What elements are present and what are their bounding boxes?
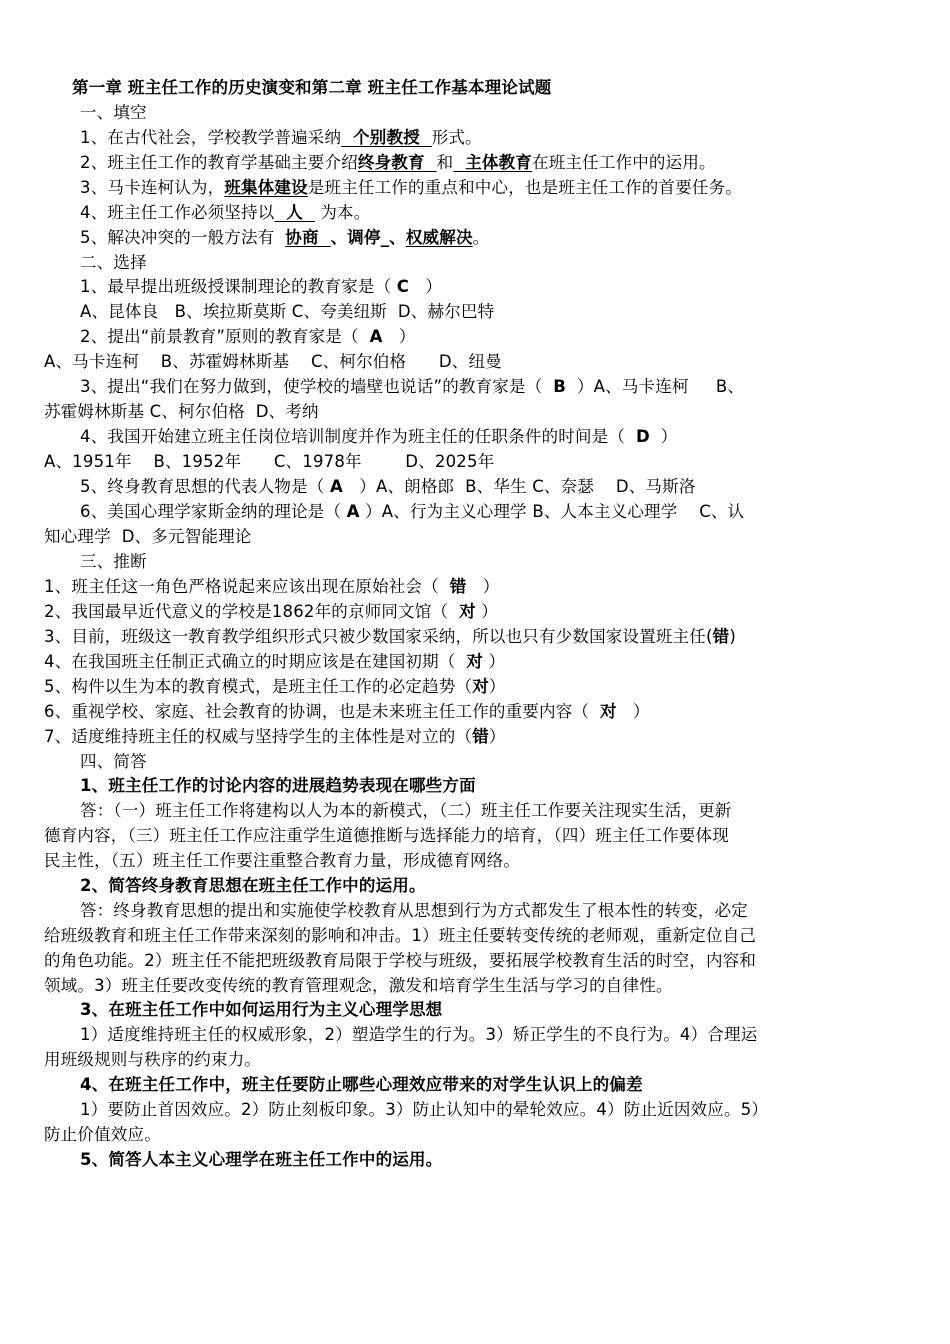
short-answer-line: 1）要防止首因效应。2）防止刻板印象。3）防止认知中的晕轮效应。4）防止近因效应。5） — [80, 1100, 769, 1119]
judge-answer: 对 — [600, 702, 617, 721]
short-answer-line: 答：（一）班主任工作将建构以人为本的新模式，（二）班主任工作要关注现实生活，更新 — [80, 801, 732, 820]
fill-question-2: 2、班主任工作的教育学基础主要介绍终身教育 和 主体教育在班主任工作中的运用。 — [80, 153, 716, 172]
fill-answer: 人 — [274, 203, 315, 222]
choice-answer: A — [346, 502, 360, 521]
choice-options-2: A、马卡连柯 B、苏霍姆林斯基 C、柯尔伯格 D、纽曼 — [44, 352, 502, 371]
judge-answer: 错 — [712, 627, 730, 646]
choice-question-5: 5、终身教育思想的代表人物是（ A ）A、朗格郎 B、华生 C、奈瑟 D、马斯洛 — [80, 477, 696, 496]
choice-answer: A — [369, 327, 383, 346]
judge-item-5: 5、构件以生为本的教育模式，是班主任工作的必定趋势（对） — [44, 677, 506, 696]
section-heading-judge: 三、推断 — [80, 552, 147, 571]
fill-question-1: 1、在古代社会，学校教学普遍采纳 个别教授 形式。 — [80, 128, 482, 147]
fill-answer: 个别教授 — [341, 128, 432, 147]
fill-question-5: 5、解决冲突的一般方法有 协商 、调停_、权威解决。 — [80, 228, 490, 247]
choice-answer: D — [636, 427, 650, 446]
choice-options-6: 知心理学 D、多元智能理论 — [44, 527, 252, 546]
choice-question-6: 6、美国心理学家斯金纳的理论是（ A ）A、行为主义心理学 B、人本主义心理学 C、认 — [80, 502, 745, 521]
fill-answer: 主体教育 — [453, 153, 533, 172]
judge-item-7: 7、适度维持班主任的权威与坚持学生的主体性是对立的（错） — [44, 727, 506, 746]
choice-answer: A — [329, 477, 343, 496]
short-question-3: 3、在班主任工作中如何运用行为主义心理学思想 — [80, 1000, 443, 1019]
short-question-5: 5、简答人本主义心理学在班主任工作中的运用。 — [80, 1150, 443, 1169]
choice-question-2: 2、提出“前景教育”原则的教育家是（ A ） — [80, 327, 416, 346]
judge-answer: 对 — [466, 652, 484, 671]
fill-answer: 权威解决 — [405, 228, 473, 247]
short-answer-line: 1）适度维持班主任的权威形象，2）塑造学生的行为。3）矫正学生的不良行为。4）合理运 — [80, 1025, 758, 1044]
short-question-1: 1、班主任工作的讨论内容的进展趋势表现在哪些方面 — [80, 776, 476, 795]
judge-item-3: 3、目前，班级这一教育教学组织形式只被少数国家采纳，所以也只有少数国家设置班主任(错) — [44, 627, 736, 646]
section-heading-short: 四、简答 — [80, 752, 147, 771]
choice-options-3: 苏霍姆林斯基 C、柯尔伯格 D、考纳 — [44, 402, 319, 421]
judge-answer: 对 — [472, 677, 489, 696]
short-answer-line: 的角色功能。2）班主任不能把班级教育局限于学校与班级，要拓展学校教育生活的时空，内容和 — [44, 951, 757, 970]
judge-item-1: 1、班主任这一角色严格说起来应该出现在原始社会（ 错 ） — [44, 577, 500, 596]
fill-question-4: 4、班主任工作必须坚持以 人 为本。 — [80, 203, 371, 222]
choice-question-3: 3、提出“我们在努力做到，使学校的墙壁也说话”的教育家是（ B ）A、马卡连柯 B、 — [80, 377, 745, 396]
fill-answer: 班集体建设 — [224, 178, 308, 197]
short-question-4: 4、在班主任工作中，班主任要防止哪些心理效应带来的对学生认识上的偏差 — [80, 1075, 643, 1094]
choice-question-1: 1、最早提出班级授课制理论的教育家是（ C ） — [80, 277, 443, 296]
short-answer-line: 给班级教育和班主任工作带来深刻的影响和冲击。1）班主任要转变传统的老师观，重新定位自己 — [44, 926, 757, 945]
fill-answer: 协商 — [285, 228, 331, 247]
judge-answer: 错 — [472, 727, 489, 746]
choice-answer: B — [553, 377, 567, 396]
short-answer-line: 民主性，（五）班主任工作要注重整合教育力量，形成德育网络。 — [44, 851, 521, 870]
short-answer-line: 用班级规则与秩序的约束力。 — [44, 1050, 262, 1069]
fill-answer: 终身教育 — [357, 153, 437, 172]
short-answer-line: 防止价值效应。 — [44, 1125, 161, 1144]
judge-answer: 对 — [459, 602, 476, 621]
choice-options-1: A、昆体良 B、埃拉斯莫斯 C、夸美纽斯 D、赫尔巴特 — [80, 302, 495, 321]
judge-item-6: 6、重视学校、家庭、社会教育的协调，也是未来班主任工作的重要内容（ 对 ） — [44, 702, 650, 721]
fill-question-3: 3、马卡连柯认为，班集体建设是班主任工作的重点和中心，也是班主任工作的首要任务。 — [80, 178, 743, 197]
section-heading-fill: 一、填空 — [80, 103, 147, 122]
short-answer-line: 领域。3）班主任要改变传统的教育管理观念，激发和培育学生生活与学习的自律性。 — [44, 976, 673, 995]
judge-answer: 错 — [449, 577, 467, 596]
choice-question-4: 4、我国开始建立班主任岗位培训制度并作为班主任的任职条件的时间是（ D ） — [80, 427, 678, 446]
choice-answer: C — [396, 277, 410, 296]
short-answer-line: 答：终身教育思想的提出和实施使学校教育从思想到行为方式都发生了根本性的转变，必定 — [80, 901, 748, 920]
judge-item-4: 4、在我国班主任制正式确立的时期应该是在建国初期（ 对 ） — [44, 652, 506, 671]
judge-item-2: 2、我国最早近代意义的学校是1862年的京师同文馆（ 对 ） — [44, 602, 498, 621]
short-question-2: 2、简答终身教育思想在班主任工作中的运用。 — [80, 876, 426, 895]
short-answer-line: 德育内容，（三）班主任工作应注重学生道德推断与选择能力的培育，（四）班主任工作要体现 — [44, 826, 729, 845]
section-heading-choice: 二、选择 — [80, 253, 147, 272]
document-title: 第一章 班主任工作的历史演变和第二章 班主任工作基本理论试题 — [72, 78, 552, 97]
choice-options-4: A、1951年 B、1952年 C、1978年 D、2025年 — [44, 452, 495, 471]
